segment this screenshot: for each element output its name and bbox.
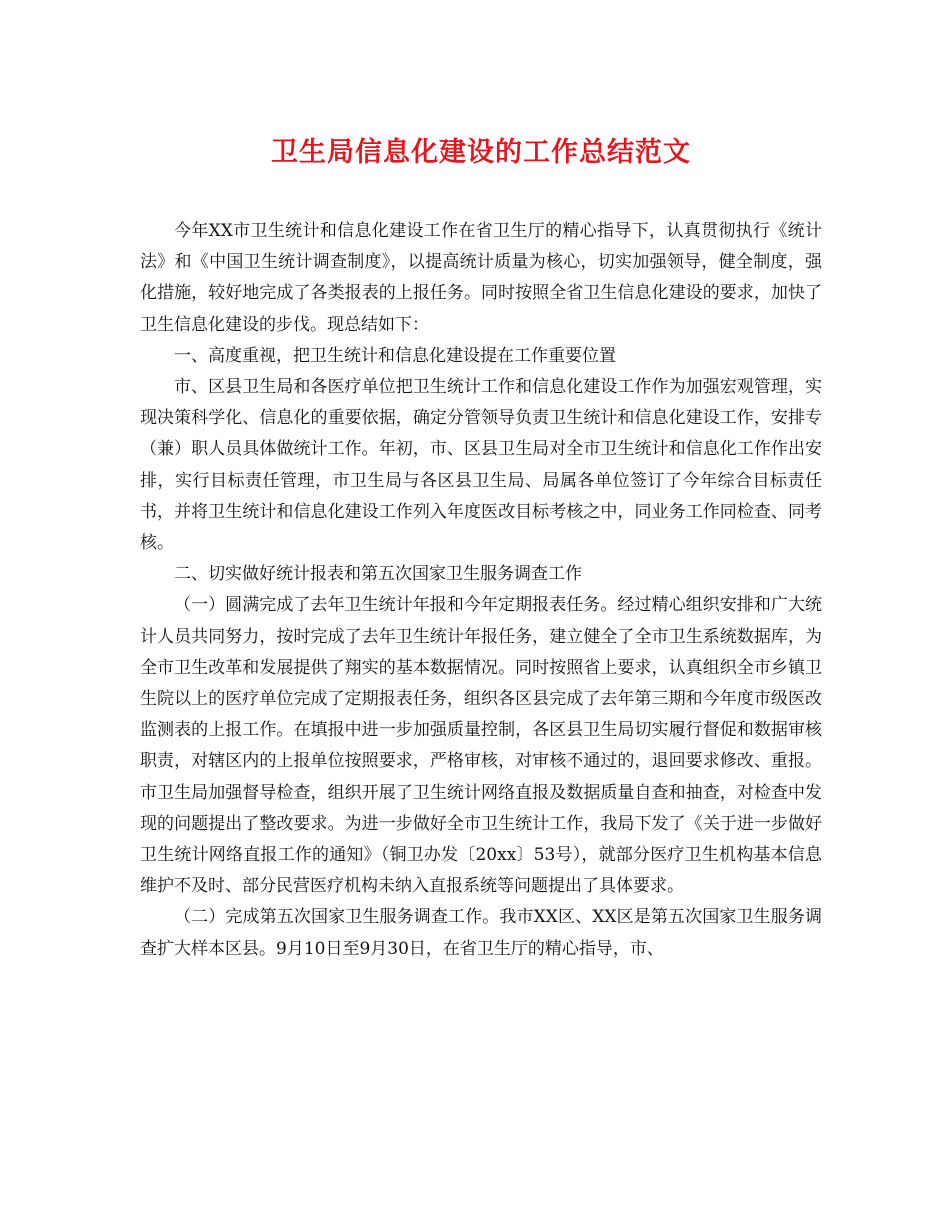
paragraph-intro: 今年XX市卫生统计和信息化建设工作在省卫生厅的精心指导下，认真贯彻执行《统计法》和《中国卫生统计调查制度》，以提高统计质量为核心，切实加强领导，健全制度，强化措施，较好地完成了各类报表的上报任务。同时按照全省卫生信息化建设的要求，加快了卫生信息化建设的步伐。现总结如下： <box>140 221 822 335</box>
paragraph-subsection-1: （一）圆满完成了去年卫生统计年报和今年定期报表任务。经过精心组织安排和广大统计人员共同努力，按时完成了去年卫生统计年报任务，建立健全了全市卫生系统数据库，为全市卫生改革和发展提供了翔实的基本数据情况。同时按照省上要求，认真组织全市乡镇卫生院以上的医疗单位完成了定期报表任务，组织各区县完成了去年第三期和今年度市级医改监测表的上报工作。在填报中进一步加强质量控制，各区县卫生局切实履行督促和数据审核职责，对辖区内的上报单位按照要求，严格审核，对审核不通过的，退回要求修改、重报。市卫生局加强督导检查，组织开展了卫生统计网络直报及数据质量自查和抽查，对检查中发现的问题提出了整改要求。为进一步做好全市卫生统计工作，我局下发了《关于进一步做好卫生统计网络直报工作的通知》（铜卫办发〔20xx〕53号），就部分医疗卫生机构基本信息维护不及时、部分民营医疗机构未纳入直报系统等问题提出了具体要求。 <box>140 595 822 897</box>
section-heading-1: 一、高度重视，把卫生统计和信息化建设提在工作重要位置 <box>174 345 616 366</box>
document-title: 卫生局信息化建设的工作总结范文 <box>271 137 691 168</box>
paragraph-section-1: 市、区县卫生局和各医疗单位把卫生统计工作和信息化建设工作作为加强宏观管理，实现决策科学化、信息化的重要依据，确定分管领导负责卫生统计和信息化建设工作，安排专（兼）职人员具体做统计工作。年初，市、区县卫生局对全市卫生统计和信息化工作作出安排，实行目标责任管理，市卫生局与各区县卫生局、局属各单位签订了今年综合目标责任书，并将卫生统计和信息化建设工作列入年度医改目标考核之中，同业务工作同检查、同考核。 <box>140 377 822 554</box>
paragraph-subsection-2: （二）完成第五次国家卫生服务调查工作。我市XX区、XX区是第五次国家卫生服务调查扩大样本区县。9月10日至9月30日，在省卫生厅的精心指导，市、 <box>140 907 822 959</box>
section-heading-2: 二、切实做好统计报表和第五次国家卫生服务调查工作 <box>174 564 582 585</box>
